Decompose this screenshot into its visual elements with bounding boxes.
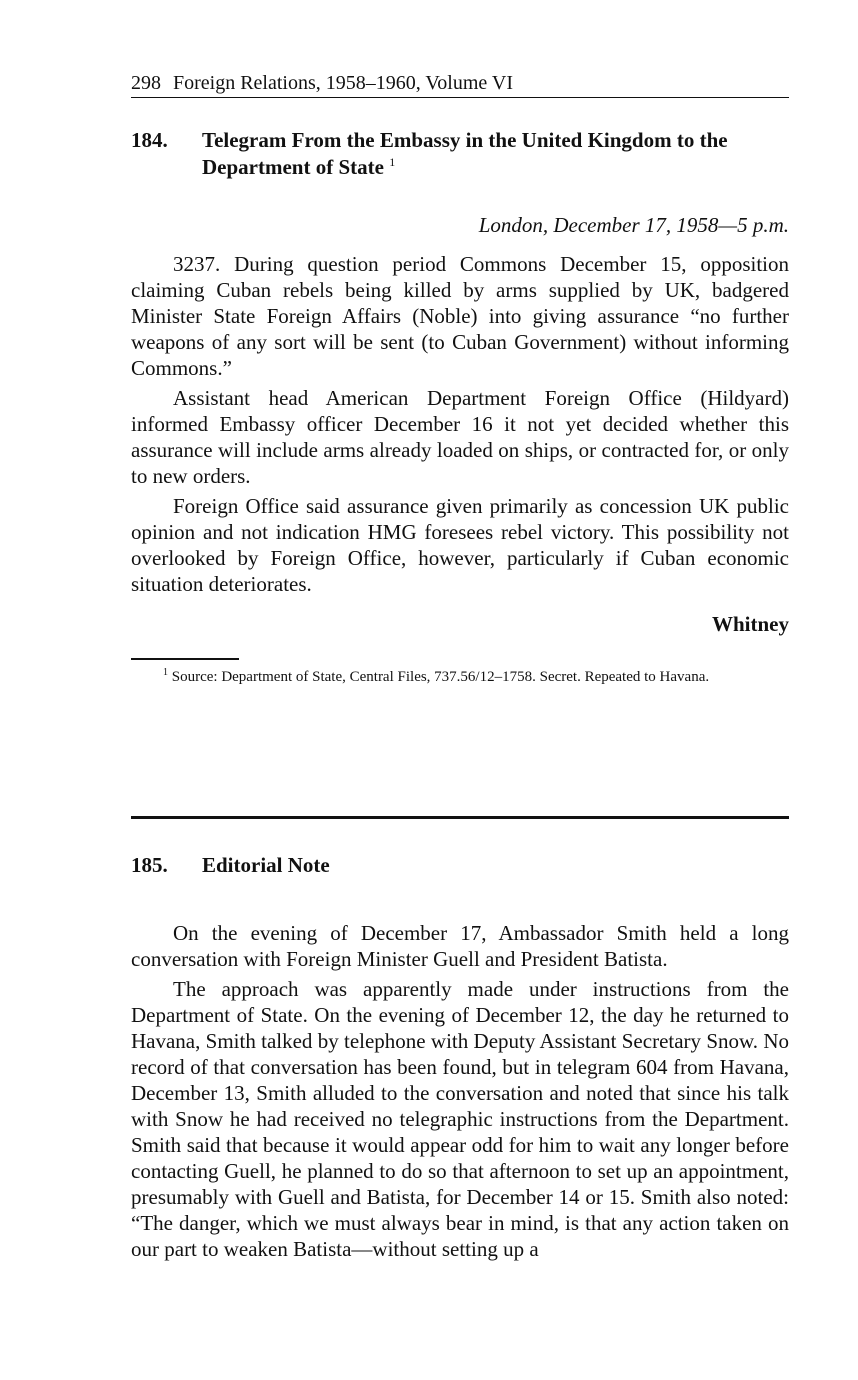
paragraph: The approach was apparently made under instructions from the Department of State. On the evening of December 12, the day he returned to Havana, Smith talked by telephone with Deputy Assistant Secretary Snow. No record of that conversation has been found, but in telegram 604 from Havana, December 13, Smith alluded to the conversation and noted that since his talk with Snow he had received no telegraphic instructions from the Department. Smith said that because it would appear odd for him to wait any longer before contacting Guell, he planned to do so that afternoon to set up an appointment, presumably with Guell and Batista, for December 14 or 15. Smith also noted: “The danger, which we must always bear in mind, is that any action taken on our part to weaken Batista—without setting up a bbox=[131, 977, 789, 1261]
document-185-heading bbox=[131, 852, 789, 879]
footnote bbox=[131, 667, 789, 688]
signature: Whitney bbox=[711, 612, 789, 636]
document-title-text: Telegram From the Embassy in the United Kingdom to the Department of State bbox=[202, 128, 728, 179]
paragraph: 3237. During question period Commons December 15, opposition claiming Cuban rebels being killed by arms supplied by UK, badgered Minister State Foreign Affairs (Noble) into giving assurance “no further weapons of any sort will be sent (to Cuban Government) without informing Commons.” bbox=[131, 252, 789, 380]
paragraph: On the evening of December 17, Ambassador Smith held a long conversation with Foreign Minister Guell and President Batista. bbox=[131, 921, 789, 971]
series-title: Foreign Relations, 1958–1960, Volume VI bbox=[173, 72, 513, 94]
page-content bbox=[131, 70, 789, 688]
document-title: Editorial Note bbox=[202, 853, 330, 877]
document-number: 185. bbox=[131, 853, 168, 877]
paragraph: Foreign Office said assurance given primarily as concession UK public opinion and not indication HMG foresees rebel victory. This possibility not overlooked by Foreign Office, however, particularly if Cuban economic situation deteriorates. bbox=[131, 494, 789, 596]
footnote-divider bbox=[131, 658, 239, 660]
dateline: London, December 17, 1958—5 p.m. bbox=[478, 213, 789, 237]
footnote-marker: 1 bbox=[389, 155, 396, 169]
document-184-body bbox=[131, 251, 789, 597]
document-185 bbox=[131, 852, 789, 1262]
footnote-text: Source: Department of State, Central Files, 737.56/12–1758. Secret. Repeated to Havana. bbox=[171, 669, 710, 685]
footnote-number: 1 bbox=[163, 667, 168, 678]
document-184-heading bbox=[131, 127, 789, 181]
document-number: 184. bbox=[131, 128, 168, 152]
paragraph: Assistant head American Department Foreign Office (Hildyard) informed Embassy officer December 16 it not yet decided whether this assurance will include arms already loaded on ships, or contracted for, or only to new orders. bbox=[131, 386, 789, 488]
document-185-body bbox=[131, 920, 789, 1262]
running-head bbox=[131, 70, 789, 98]
page-number: 298 bbox=[131, 72, 161, 94]
section-divider bbox=[131, 816, 789, 819]
document-title bbox=[202, 127, 789, 181]
